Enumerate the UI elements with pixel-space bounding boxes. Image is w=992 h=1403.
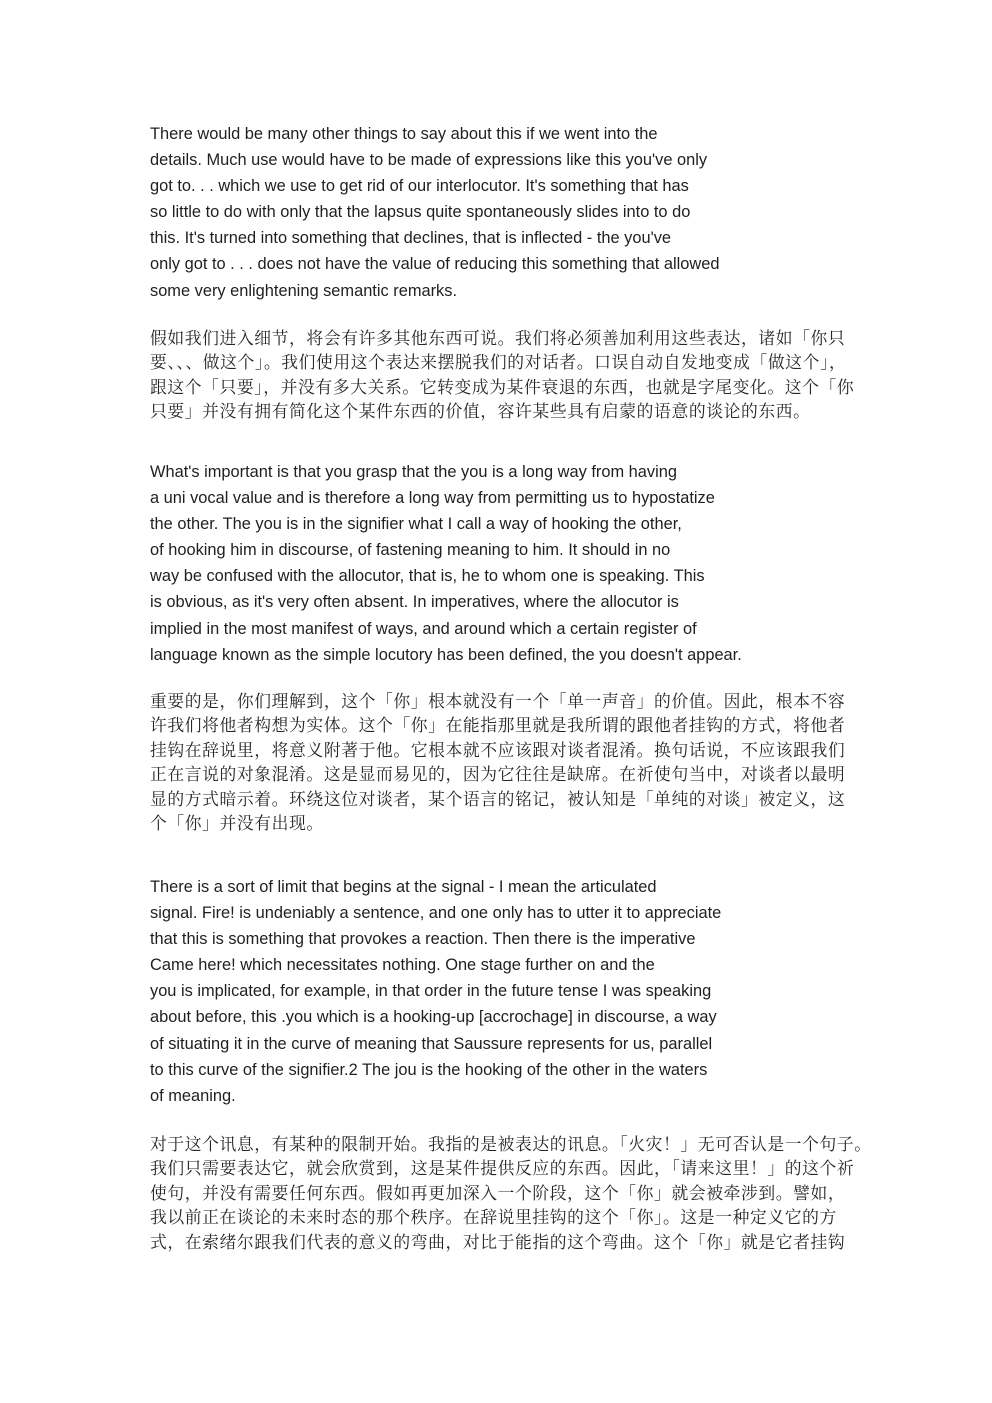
text-line: 式，在索绪尔跟我们代表的意义的弯曲，对比于能指的这个弯曲。这个「你」就是它者挂钩 — [150, 1231, 846, 1252]
text-line: so little to do with only that the lapsus quite spontaneously slides into to do — [150, 203, 691, 222]
text-line: only got to . . . does not have the value of reducing this something that allowed — [150, 255, 720, 274]
paragraph-en-3 — [150, 874, 721, 1109]
text-line: 使句，并没有需要任何东西。假如再更加深入一个阶段，这个「你」就会被牵涉到。譬如， — [150, 1182, 846, 1203]
text-line: signal. Fire! is undeniably a sentence, and one only has to utter it to appreciate — [150, 904, 722, 923]
text-line: Came here! which necessitates nothing. One stage further on and the — [150, 956, 655, 975]
text-line: a uni vocal value and is therefore a long way from permitting us to hypostatize — [150, 489, 715, 508]
paragraph-zh-2 — [150, 689, 845, 835]
text-line: 个「你」并没有出现。 — [150, 813, 324, 834]
paragraph-en-2 — [150, 459, 742, 668]
text-line: implied in the most manifest of ways, and around which a certain register of — [150, 619, 697, 638]
text-line: There is a sort of limit that begins at the signal - I mean the articulated — [150, 878, 657, 896]
text-line: 我以前正在谈论的未来时态的那个秩序。在辞说里挂钩的这个「你」。这是一种定义它的方 — [150, 1207, 837, 1228]
text-line: 显的方式暗示着。环绕这位对谈者，某个语言的铭记，被认知是「单纯的对谈」被定义，这 — [150, 788, 846, 809]
text-line: 对于这个讯息，有某种的限制开始。我指的是被表达的讯息。「火灾！」无可否认是一个句子。 — [150, 1134, 872, 1154]
text-line: 挂钩在辞说里，将意义附著于他。它根本就不应该跟对谈者混淆。换句话说，不应该跟我们 — [150, 739, 846, 760]
text-line: got to. . . which we use to get rid of our interlocutor. It's something that has — [150, 177, 689, 196]
text-line: to this curve of the signifier.2 The jou is the hooking of the other in the waters — [150, 1060, 708, 1079]
text-line: that this is something that provokes a reaction. Then there is the imperative — [150, 930, 696, 949]
text-line: the other. The you is in the signifier what I call a way of hooking the other, — [150, 515, 682, 534]
text-line: you is implicated, for example, in that order in the future tense I was speaking — [150, 982, 712, 1001]
text-line: 重要的是，你们理解到，这个「你」根本就没有一个「单一声音」的价值。因此，根本不容 — [150, 691, 846, 711]
text-line: of situating it in the curve of meaning that Saussure represents for us, parallel — [150, 1034, 713, 1053]
text-line: 跟这个「只要」，并没有多大关系。它转变成为某件衰退的东西，也就是字尾变化。这个「你 — [150, 376, 855, 397]
text-line: is obvious, as it's very often absent. In imperatives, where the allocutor is — [150, 593, 679, 612]
paragraph-zh-1 — [150, 326, 854, 424]
text-line: language known as the simple locutory has been defined, the you doesn't appear. — [150, 645, 742, 664]
text-line: 只要」并没有拥有简化这个某件东西的价值，容许某些具有启蒙的语意的谈论的东西。 — [150, 401, 811, 422]
text-line: of meaning. — [150, 1086, 236, 1105]
text-line: 正在言说的对象混淆。这是显而易见的，因为它往往是缺席。在祈使句当中，对谈者以最明 — [150, 764, 846, 785]
text-line: 我们只需要表达它，就会欣赏到，这是某件提供反应的东西。因此，「请来这里！」的这个祈 — [150, 1158, 855, 1179]
text-line: details. Much use would have to be made of expressions like this you've only — [150, 151, 708, 170]
text-line: this. It's turned into something that declines, that is inflected - the you've — [150, 229, 672, 248]
text-line: some very enlightening semantic remarks. — [150, 281, 457, 300]
text-line: way be confused with the allocutor, that is, he to whom one is speaking. This — [150, 567, 705, 586]
text-line: 许我们将他者构想为实体。这个「你」在能指那里就是我所谓的跟他者挂钩的方式，将他者 — [150, 715, 846, 736]
text-line: What's important is that you grasp that the you is a long way from having — [150, 463, 677, 481]
text-line: 要、、、做这个」。我们使用这个表达来摆脱我们的对话者。口误自动自发地变成「做这个」， — [150, 352, 847, 373]
paragraph-zh-3 — [150, 1132, 872, 1254]
text-line: of hooking him in discourse, of fastening meaning to him. It should in no — [150, 541, 671, 560]
text-line: 假如我们进入细节，将会有许多其他东西可说。我们将必须善加利用这些表达，诸如「你只 — [150, 328, 846, 348]
text-line: about before, this .you which is a hooking-up [accrochage] in discourse, a way — [150, 1008, 717, 1027]
paragraph-en-1 — [150, 121, 719, 304]
text-line: There would be many other things to say about this if we went into the — [150, 125, 658, 143]
